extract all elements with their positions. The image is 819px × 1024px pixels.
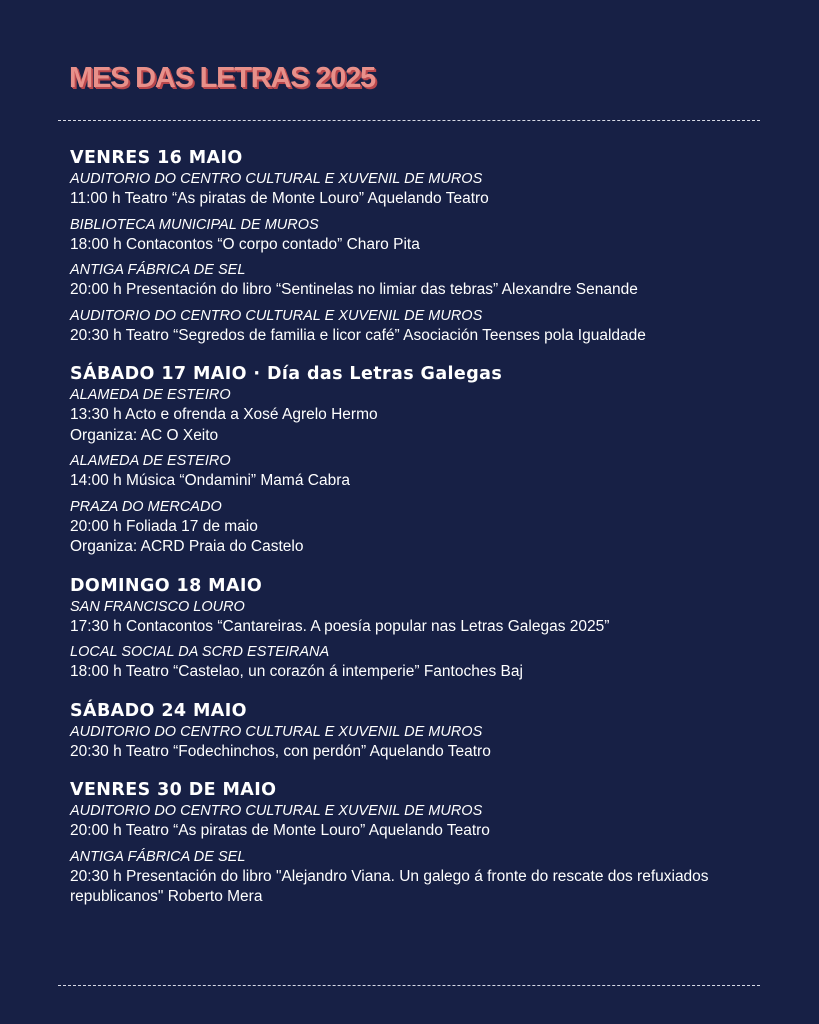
program-schedule bbox=[70, 146, 770, 924]
day-section bbox=[70, 362, 770, 558]
event-venue: AUDITORIO DO CENTRO CULTURAL E XUVENIL DE MUROS bbox=[70, 723, 483, 740]
event-detail: republicanos" Roberto Mera bbox=[70, 888, 263, 905]
event-detail: 18:00 h Contacontos “O corpo contado” Charo Pita bbox=[70, 235, 420, 253]
day-section bbox=[70, 146, 770, 346]
day-section bbox=[70, 699, 770, 763]
event-detail: 20:30 h Presentación do libro "Alejandro Viana. Un galego á fronte do rescate dos refuxiados bbox=[70, 867, 709, 885]
day-heading: VENRES 16 MAIO bbox=[70, 148, 243, 168]
event-venue: BIBLIOTECA MUNICIPAL DE MUROS bbox=[70, 216, 319, 233]
event-item bbox=[70, 498, 770, 558]
event-item bbox=[70, 848, 770, 908]
event-item bbox=[70, 452, 770, 492]
day-heading: SÁBADO 17 MAIO · Día das Letras Galegas bbox=[70, 364, 503, 384]
event-detail: 13:30 h Acto e ofrenda a Xosé Agrelo Hermo bbox=[70, 406, 378, 423]
day-section bbox=[70, 778, 770, 908]
event-detail: Organiza: AC O Xeito bbox=[70, 426, 219, 444]
event-detail: 18:00 h Teatro “Castelao, un corazón á intemperie” Fantoches Baj bbox=[70, 663, 523, 680]
poster-title: MES DAS LETRAS 2025 bbox=[69, 62, 375, 94]
event-venue: AUDITORIO DO CENTRO CULTURAL E XUVENIL DE MUROS bbox=[70, 803, 483, 819]
event-venue: ALAMEDA DE ESTEIRO bbox=[70, 453, 231, 469]
event-item bbox=[70, 386, 770, 446]
event-venue: SAN FRANCISCO LOURO bbox=[70, 598, 245, 615]
event-detail: 14:00 h Música “Ondamini” Mamá Cabra bbox=[70, 472, 350, 489]
event-detail: 20:00 h Teatro “As piratas de Monte Louro” Aquelando Teatro bbox=[70, 822, 490, 839]
event-item bbox=[70, 598, 770, 638]
day-heading: DOMINGO 18 MAIO bbox=[70, 575, 263, 596]
event-item bbox=[70, 261, 770, 301]
event-detail: 11:00 h Teatro “As piratas de Monte Louro” Aquelando Teatro bbox=[70, 190, 489, 207]
event-detail: 20:30 h Teatro “Fodechinchos, con perdón” Aquelando Teatro bbox=[70, 742, 491, 760]
event-item bbox=[70, 216, 770, 256]
event-item bbox=[70, 643, 770, 683]
top-dashed-divider bbox=[58, 120, 760, 121]
day-section bbox=[70, 574, 770, 683]
day-heading: SÁBADO 24 MAIO bbox=[70, 700, 247, 721]
event-item bbox=[70, 723, 770, 763]
event-item bbox=[70, 170, 770, 210]
event-detail: 20:00 h Presentación do libro “Sentinelas no limiar das tebras” Alexandre Senande bbox=[70, 281, 638, 298]
event-item bbox=[70, 307, 770, 347]
day-heading: VENRES 30 DE MAIO bbox=[70, 780, 277, 800]
event-detail: 20:00 h Foliada 17 de maio bbox=[70, 517, 258, 535]
event-item bbox=[70, 802, 770, 842]
event-detail: 17:30 h Contacontos “Cantareiras. A poesía popular nas Letras Galegas 2025” bbox=[70, 617, 610, 635]
event-venue: LOCAL SOCIAL DA SCRD ESTEIRANA bbox=[70, 644, 330, 660]
bottom-dashed-divider bbox=[58, 985, 760, 986]
event-venue: PRAZA DO MERCADO bbox=[70, 498, 222, 515]
event-venue: AUDITORIO DO CENTRO CULTURAL E XUVENIL DE MUROS bbox=[70, 307, 483, 324]
event-venue: AUDITORIO DO CENTRO CULTURAL E XUVENIL DE MUROS bbox=[70, 171, 483, 187]
event-venue: ANTIGA FÁBRICA DE SEL bbox=[70, 848, 246, 865]
event-venue: ALAMEDA DE ESTEIRO bbox=[70, 387, 231, 403]
event-venue: ANTIGA FÁBRICA DE SEL bbox=[70, 262, 246, 278]
event-detail: Organiza: ACRD Praia do Castelo bbox=[70, 538, 304, 555]
event-detail: 20:30 h Teatro “Segredos de familia e licor café” Asociación Teenses pola Igualdade bbox=[70, 326, 646, 344]
